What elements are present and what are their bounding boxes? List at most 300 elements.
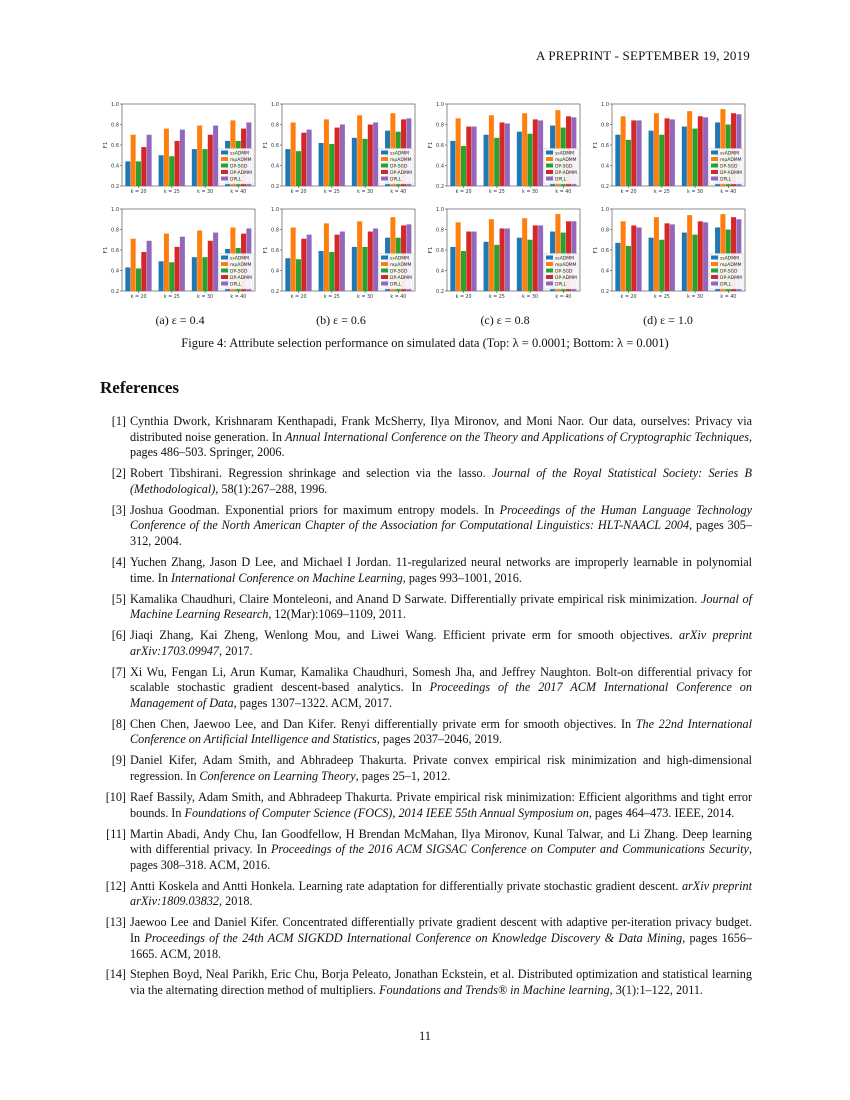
- bar: [357, 115, 362, 186]
- y-axis-label: F1: [263, 141, 269, 149]
- bar: [621, 221, 626, 291]
- bar: [169, 262, 174, 291]
- bar: [285, 258, 290, 291]
- bar: [340, 232, 345, 291]
- legend-swatch: [221, 177, 228, 181]
- legend-swatch: [711, 269, 718, 273]
- legend-entry: ssADMM: [720, 151, 739, 157]
- legend-swatch: [381, 275, 388, 279]
- reference-number: [10]: [105, 789, 126, 804]
- bar: [352, 247, 357, 291]
- bar: [319, 143, 324, 186]
- bar: [180, 237, 185, 291]
- chart-panel-bottom-c: [425, 201, 585, 306]
- bar: [450, 141, 455, 186]
- bar: [533, 225, 538, 291]
- reference-text: Antti Koskela and Antti Honkela. Learning rate adaptation for differentially private stochastic gradient descent. arXiv preprint arXiv:1809.03832, 2018.: [130, 878, 752, 909]
- reference-number: [12]: [105, 878, 126, 893]
- x-tick-label: k = 30: [357, 190, 374, 195]
- reference-text: Daniel Kifer, Adam Smith, and Abhradeep Thakurta. Private convex empirical risk minimization and high-dimensional regression. In Conference on Learning Theory, pages 25–1, 2012.: [130, 753, 752, 783]
- y-tick-label: 1.0: [271, 207, 279, 213]
- bar: [159, 261, 164, 291]
- bar: [296, 259, 301, 291]
- reference-item: [100, 665, 752, 712]
- x-tick-label: k = 30: [197, 190, 214, 195]
- bar: [456, 222, 461, 291]
- bar: [682, 127, 687, 186]
- bar: [522, 218, 527, 291]
- reference-item: [100, 915, 752, 962]
- legend-entry: ssADMM: [720, 256, 739, 262]
- bar: [538, 225, 543, 291]
- bar: [522, 113, 527, 186]
- legend-entry: DP-SGD: [555, 269, 573, 275]
- legend-swatch: [221, 269, 228, 273]
- bar: [169, 156, 174, 186]
- reference-item: [100, 466, 752, 497]
- legend-swatch: [711, 262, 718, 266]
- reference-text: Martin Abadi, Andy Chu, Ian Goodfellow, H Brendan McMahan, Ilya Mironov, Kunal Talwar, and Li Zhang. Deep learning with differential privacy. In Proceedings of the 2016 ACM SIGSAC Conference on Computer and Communications Security, pages 308–318. ACM, 2016.: [130, 826, 752, 872]
- legend-swatch: [546, 275, 553, 279]
- bar: [649, 131, 654, 186]
- bar: [192, 257, 197, 291]
- legend-entry: ssADMM: [555, 256, 574, 262]
- bar: [213, 233, 218, 291]
- legend-entry: DP-SGD: [230, 164, 248, 170]
- legend-swatch: [221, 164, 228, 168]
- bar: [136, 268, 141, 291]
- x-tick-label: k = 40: [390, 190, 407, 195]
- chart-panel-bottom-d: [590, 201, 750, 306]
- legend-entry: DPLL: [555, 282, 567, 288]
- y-tick-label: 1.0: [601, 102, 609, 108]
- bar: [319, 251, 324, 291]
- legend-entry: DP-SGD: [230, 269, 248, 275]
- legend-entry: ssADMM: [555, 151, 574, 157]
- reference-list: [100, 414, 752, 1004]
- bar: [291, 122, 296, 186]
- bar: [654, 113, 659, 186]
- bar: [164, 234, 169, 291]
- legend-entry: DP-ADMM: [555, 170, 577, 176]
- bar: [180, 130, 185, 186]
- x-tick-label: k = 40: [390, 295, 407, 300]
- bar: [125, 267, 130, 291]
- bar: [527, 240, 532, 291]
- y-tick-label: 0.6: [436, 248, 444, 254]
- bar: [500, 122, 505, 186]
- chart-panel-top-c: [425, 96, 585, 201]
- x-tick-label: k = 25: [488, 190, 505, 195]
- legend-entry: DP-ADMM: [230, 170, 252, 176]
- bar: [626, 140, 631, 186]
- bar: [621, 116, 626, 186]
- reference-item: [100, 628, 752, 659]
- y-tick-label: 0.4: [111, 163, 119, 170]
- bar: [164, 129, 169, 186]
- bar: [136, 161, 141, 186]
- reference-text: Jiaqi Zhang, Kai Zheng, Wenlong Mou, and Liwei Wang. Efficient private erm for smooth objectives. arXiv preprint arXiv:1703.09947, 2017.: [130, 628, 752, 658]
- x-tick-label: k = 30: [357, 295, 374, 300]
- y-tick-label: 0.4: [271, 268, 279, 275]
- bar: [357, 221, 362, 291]
- y-tick-label: 0.6: [601, 248, 609, 254]
- reference-number: [11]: [106, 826, 126, 841]
- bar: [324, 223, 329, 291]
- bar: [141, 252, 146, 291]
- legend-swatch: [381, 151, 388, 155]
- bar: [450, 247, 455, 291]
- bar: [631, 120, 636, 186]
- bar: [147, 135, 152, 186]
- references-heading: References: [100, 378, 179, 397]
- x-tick-label: k = 25: [653, 190, 670, 195]
- running-header: A PREPRINT - SEPTEMBER 19, 2019: [536, 48, 750, 63]
- bar: [703, 117, 708, 186]
- y-tick-label: 1.0: [111, 102, 119, 108]
- y-tick-label: 0.8: [271, 122, 279, 129]
- legend-swatch: [381, 157, 388, 161]
- bar: [654, 217, 659, 291]
- legend-swatch: [546, 157, 553, 161]
- legend-entry: DPLL: [230, 282, 242, 288]
- y-tick-label: 0.4: [436, 268, 444, 275]
- x-tick-label: k = 25: [323, 190, 340, 195]
- legend-swatch: [381, 164, 388, 168]
- legend-swatch: [711, 282, 718, 286]
- y-axis-label: F1: [263, 246, 269, 254]
- reference-text: Raef Bassily, Adam Smith, and Abhradeep Thakurta. Private empirical risk minimization: Efficient algorithms and tight error bounds. In Foundations of Computer Science (FOCS), 2014 IEEE 55th Annual Symposium on, pages 464–473. IEEE, 2014.: [130, 789, 752, 820]
- bar: [301, 133, 306, 186]
- y-axis-label: F1: [428, 141, 434, 149]
- x-tick-label: k = 25: [323, 295, 340, 300]
- y-tick-label: 1.0: [271, 102, 279, 108]
- bar: [329, 252, 334, 291]
- y-tick-label: 0.8: [601, 227, 609, 234]
- legend-entry: ssADMM: [230, 256, 249, 262]
- legend-entry: mpADMM: [555, 262, 577, 268]
- bar: [505, 228, 510, 291]
- bar: [208, 241, 213, 291]
- y-tick-label: 0.8: [436, 227, 444, 234]
- y-tick-label: 0.8: [111, 227, 119, 234]
- legend-swatch: [381, 170, 388, 174]
- bar: [659, 240, 664, 291]
- bar: [703, 222, 708, 291]
- reference-number: [4]: [111, 554, 126, 569]
- y-tick-label: 0.4: [601, 268, 609, 275]
- bar: [484, 242, 489, 291]
- bar: [687, 111, 692, 186]
- figure-caption: Figure 4: Attribute selection performance on simulated data (Top: λ = 0.0001; Bottom: λ = 0.001): [181, 336, 669, 350]
- bar: [296, 151, 301, 186]
- legend-entry: mpADMM: [555, 157, 577, 163]
- bar: [368, 232, 373, 291]
- legend-entry: mpADMM: [390, 157, 412, 163]
- reference-item: [100, 827, 752, 874]
- subcaption-a: (a) ε = 0.4: [155, 313, 205, 327]
- legend-entry: mpADMM: [390, 262, 412, 268]
- bar: [373, 122, 378, 186]
- bar: [692, 129, 697, 186]
- bar: [329, 144, 334, 186]
- reference-number: [2]: [111, 466, 126, 481]
- bar: [489, 219, 494, 291]
- legend-entry: ssADMM: [390, 151, 409, 157]
- x-tick-label: k = 40: [555, 295, 572, 300]
- page-number: 11: [418, 1029, 432, 1043]
- bar: [291, 227, 296, 291]
- y-axis-label: F1: [103, 141, 109, 149]
- bar: [527, 134, 532, 186]
- y-axis-label: F1: [428, 246, 434, 254]
- bar: [670, 119, 675, 186]
- legend-entry: DP-ADMM: [390, 275, 412, 281]
- legend-entry: DPLL: [720, 177, 732, 183]
- subcaption-d: (d) ε = 1.0: [643, 313, 693, 327]
- x-tick-label: k = 20: [130, 190, 147, 195]
- legend-entry: DP-ADMM: [390, 170, 412, 176]
- reference-item: [100, 592, 752, 623]
- bar: [301, 239, 306, 291]
- legend-entry: mpADMM: [720, 157, 742, 163]
- y-tick-label: 0.2: [111, 184, 119, 190]
- x-tick-label: k = 40: [230, 190, 247, 195]
- chart-panel-top-a: [100, 96, 260, 201]
- reference-number: [5]: [111, 591, 126, 606]
- bar: [682, 233, 687, 291]
- legend-swatch: [546, 177, 553, 181]
- subcaption-b: (b) ε = 0.6: [316, 313, 366, 327]
- reference-item: [100, 753, 752, 784]
- legend-swatch: [546, 262, 553, 266]
- y-tick-label: 0.4: [111, 268, 119, 275]
- legend-swatch: [546, 282, 553, 286]
- legend-swatch: [546, 256, 553, 260]
- bar: [698, 221, 703, 291]
- y-tick-label: 0.8: [271, 227, 279, 234]
- bar: [159, 155, 164, 186]
- bar: [670, 224, 675, 291]
- legend-swatch: [221, 151, 228, 155]
- reference-number: [8]: [111, 716, 126, 731]
- y-tick-label: 0.8: [111, 122, 119, 129]
- reference-item: [100, 717, 752, 748]
- x-tick-label: k = 20: [455, 295, 472, 300]
- bar: [461, 251, 466, 291]
- bar: [500, 228, 505, 291]
- reference-number: [14]: [105, 967, 126, 982]
- legend-entry: DPLL: [555, 177, 567, 183]
- bar: [472, 127, 477, 186]
- bar: [197, 231, 202, 291]
- y-tick-label: 0.8: [601, 122, 609, 129]
- legend-entry: DPLL: [390, 177, 402, 183]
- x-tick-label: k = 25: [653, 295, 670, 300]
- reference-text: Cynthia Dwork, Krishnaram Kenthapadi, Frank McSherry, Ilya Mironov, and Moni Naor. Our data, ourselves: Privacy via distributed noise generation. In Annual International Conference on the Theory and Applications of Cryptographic Techniques, pages 486–503. Springer, 2006.: [130, 414, 752, 460]
- bar: [472, 232, 477, 291]
- x-tick-label: k = 25: [163, 190, 180, 195]
- legend-entry: DP-ADMM: [555, 275, 577, 281]
- reference-item: [100, 967, 752, 998]
- reference-number: [9]: [111, 753, 126, 768]
- reference-number: [13]: [105, 915, 126, 930]
- bar: [461, 146, 466, 186]
- y-tick-label: 0.4: [601, 163, 609, 170]
- bar: [324, 119, 329, 186]
- x-tick-label: k = 25: [163, 295, 180, 300]
- y-tick-label: 1.0: [111, 207, 119, 213]
- bar: [362, 139, 367, 186]
- bar: [373, 228, 378, 291]
- reference-text: Kamalika Chaudhuri, Claire Monteleoni, and Anand D Sarwate. Differentially private empirical risk minimization. Journal of Machine Learning Research, 12(Mar):1069–1109, 2011.: [130, 591, 752, 622]
- y-tick-label: 0.6: [111, 143, 119, 149]
- bar: [307, 235, 312, 291]
- x-tick-label: k = 20: [620, 295, 637, 300]
- legend-swatch: [711, 170, 718, 174]
- reference-text: Xi Wu, Fengan Li, Arun Kumar, Kamalika Chaudhuri, Somesh Jha, and Jeffrey Naughton. Bolt-on differential privacy for scalable stochastic gradient descent-based analytics. In Proceedings of the 2017 ACM International Conference on Management of Data, pages 1307–1322. ACM, 2017.: [130, 664, 752, 710]
- bar: [352, 138, 357, 186]
- legend-swatch: [711, 256, 718, 260]
- bar: [175, 247, 180, 291]
- bar: [466, 232, 471, 291]
- legend-swatch: [381, 269, 388, 273]
- bar: [649, 238, 654, 291]
- bar: [362, 247, 367, 291]
- reference-item: [100, 555, 752, 586]
- reference-text: Stephen Boyd, Neal Parikh, Eric Chu, Borja Peleato, Jonathan Eckstein, et al. Distributed optimization and statistical learning via the alternating direction method of multipliers. Foundations and Trends® in Machine learning, 3(1):1–122, 2011.: [130, 967, 752, 998]
- bar: [335, 235, 340, 291]
- reference-text: Joshua Goodman. Exponential priors for maximum entropy models. In Proceedings of the Human Language Technology Conference of the North American Chapter of the Association for Computational Linguistics: HLT-NAACL 2004, pages 305–312, 2004.: [130, 502, 752, 548]
- bar: [637, 120, 642, 186]
- bar: [192, 149, 197, 186]
- figure-4: [100, 96, 750, 341]
- y-axis-label: F1: [593, 141, 599, 149]
- legend-swatch: [711, 275, 718, 279]
- bar: [517, 132, 522, 186]
- legend-swatch: [546, 151, 553, 155]
- bar: [335, 128, 340, 186]
- legend-swatch: [711, 164, 718, 168]
- legend-swatch: [221, 170, 228, 174]
- y-tick-label: 0.8: [436, 122, 444, 129]
- reference-number: [6]: [111, 628, 126, 643]
- bar: [538, 120, 543, 186]
- y-tick-label: 0.2: [271, 184, 279, 190]
- bar: [665, 118, 670, 186]
- bar: [615, 243, 620, 291]
- bar: [533, 119, 538, 186]
- x-tick-label: k = 40: [720, 295, 737, 300]
- bar: [368, 125, 373, 187]
- chart-panel-bottom-b: [260, 201, 420, 306]
- bar: [505, 123, 510, 186]
- legend-entry: DPLL: [390, 282, 402, 288]
- bar: [665, 223, 670, 291]
- legend-swatch: [711, 157, 718, 161]
- bar: [202, 257, 207, 291]
- legend-swatch: [221, 282, 228, 286]
- legend-swatch: [221, 275, 228, 279]
- bar: [484, 135, 489, 186]
- y-tick-label: 1.0: [601, 207, 609, 213]
- legend-entry: ssADMM: [390, 256, 409, 262]
- y-tick-label: 0.2: [601, 184, 609, 190]
- bar: [631, 225, 636, 291]
- legend-swatch: [711, 177, 718, 181]
- bar: [141, 147, 146, 186]
- reference-item: [100, 790, 752, 821]
- legend-entry: DP-SGD: [390, 269, 408, 275]
- legend-swatch: [381, 177, 388, 181]
- y-tick-label: 0.2: [271, 289, 279, 295]
- legend-swatch: [221, 262, 228, 266]
- x-tick-label: k = 40: [720, 190, 737, 195]
- subcaption-c: (c) ε = 0.8: [480, 313, 530, 327]
- y-tick-label: 1.0: [436, 102, 444, 108]
- legend-entry: ssADMM: [230, 151, 249, 157]
- x-tick-label: k = 20: [290, 295, 307, 300]
- y-tick-label: 0.6: [436, 143, 444, 149]
- x-tick-label: k = 25: [488, 295, 505, 300]
- x-tick-label: k = 20: [620, 190, 637, 195]
- legend-swatch: [711, 151, 718, 155]
- y-tick-label: 0.4: [436, 163, 444, 170]
- bar: [125, 161, 130, 186]
- legend-entry: DP-SGD: [555, 164, 573, 170]
- x-tick-label: k = 30: [522, 295, 539, 300]
- chart-panel-bottom-a: [100, 201, 260, 306]
- bar: [615, 135, 620, 186]
- legend-entry: DP-SGD: [720, 164, 738, 170]
- legend-swatch: [381, 262, 388, 266]
- bar: [131, 239, 136, 291]
- legend-entry: mpADMM: [230, 157, 252, 163]
- legend-entry: mpADMM: [230, 262, 252, 268]
- y-tick-label: 0.2: [601, 289, 609, 295]
- legend-entry: mpADMM: [720, 262, 742, 268]
- bar: [197, 126, 202, 186]
- bar: [626, 246, 631, 291]
- reference-item: [100, 414, 752, 461]
- y-tick-label: 0.6: [271, 248, 279, 254]
- bar: [494, 245, 499, 291]
- bar: [698, 116, 703, 186]
- y-tick-label: 0.6: [271, 143, 279, 149]
- legend-entry: DP-ADMM: [720, 275, 742, 281]
- legend-entry: DPLL: [230, 177, 242, 183]
- reference-number: [3]: [111, 502, 126, 517]
- legend-entry: DP-ADMM: [230, 275, 252, 281]
- bar: [687, 215, 692, 291]
- chart-panel-top-d: [590, 96, 750, 201]
- bar: [202, 149, 207, 186]
- legend-swatch: [546, 269, 553, 273]
- legend-entry: DPLL: [720, 282, 732, 288]
- y-axis-label: F1: [593, 246, 599, 254]
- y-tick-label: 0.2: [111, 289, 119, 295]
- legend-entry: DP-ADMM: [720, 170, 742, 176]
- bar: [147, 241, 152, 291]
- reference-number: [1]: [111, 414, 126, 428]
- y-tick-label: 0.6: [601, 143, 609, 149]
- reference-item: [100, 879, 752, 910]
- legend-swatch: [221, 256, 228, 260]
- bar: [637, 227, 642, 291]
- x-tick-label: k = 40: [230, 295, 247, 300]
- x-tick-label: k = 30: [197, 295, 214, 300]
- x-tick-label: k = 20: [455, 190, 472, 195]
